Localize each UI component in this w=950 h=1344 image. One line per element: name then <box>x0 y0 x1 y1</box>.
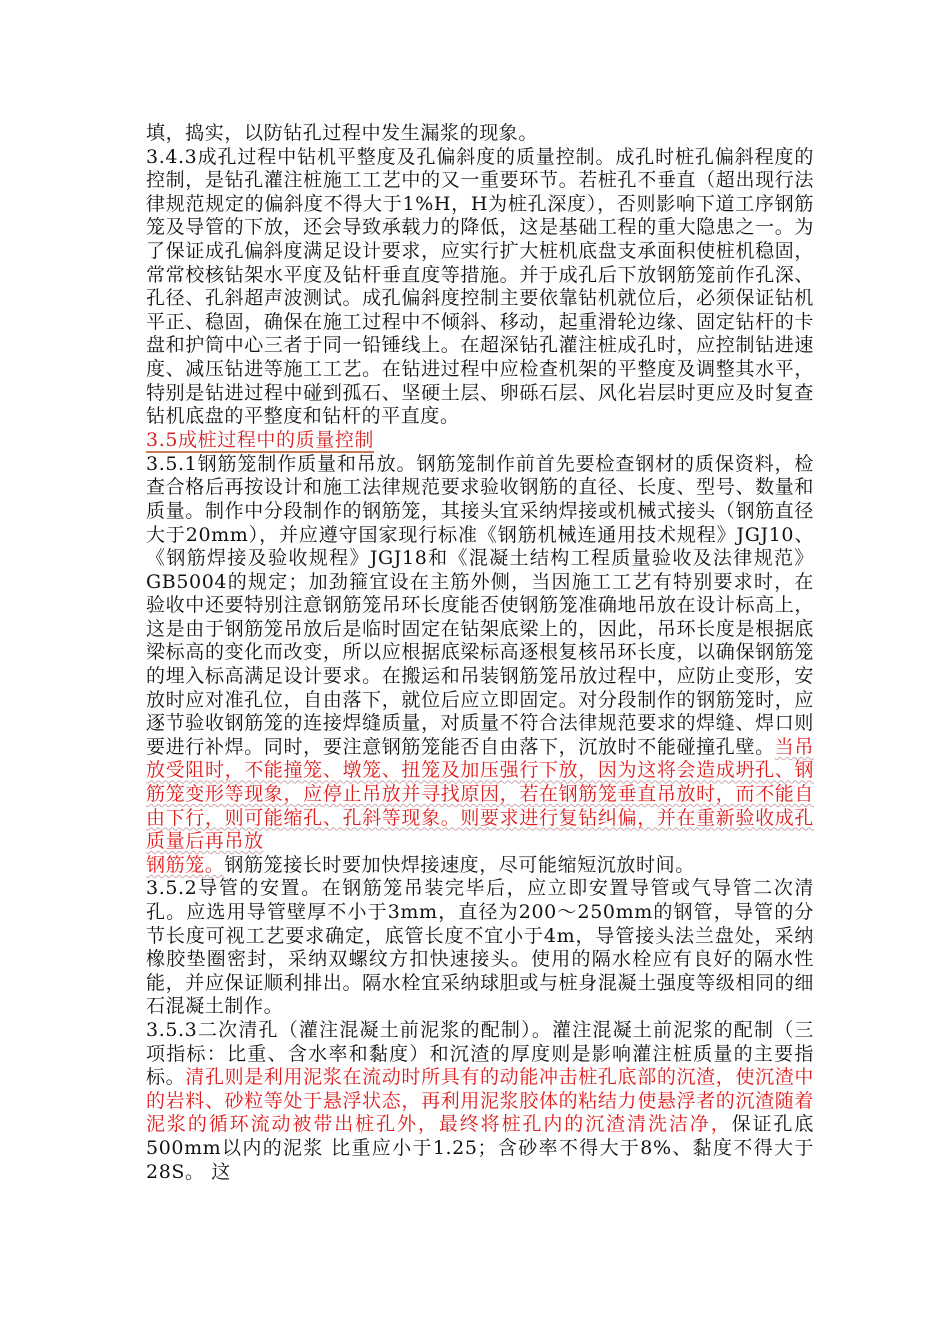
paragraph-3-4-3 <box>146 146 814 429</box>
paragraph-text: 3.5.1钢筋笼制作质量和吊放。钢筋笼制作前首先要检查钢材的质保资料，检查合格后再按设计和施工法律规范要求验收钢筋的直径、长度、型号、数量和质量。制作中分段制作的钢筋笼，其接头宜采纳焊接或机械式接头（钢筋直径大于20mm），并应遵守国家现行标准《钢筋机械连通用技术规程》JGJ10、《钢筋焊接及验收规程》JGJ18和《混凝土结构工程质量验收及法律规范》GB5004的规定；加劲箍宜设在主筋外侧，当因施工工艺有特别要求时，在验收中还要特别注意钢筋笼吊环长度能否使钢筋笼准确地吊放在设计标高上，这是由于钢筋笼吊放后是临时固定在钻架底梁上的，因此，吊环长度是根据底梁标高的变化而改变，所以应根据底梁标高逐根复核吊环长度，以确保钢筋笼的埋入标高满足设计要求。在搬运和吊装钢筋笼吊放过程中，应防止变形，安放时应对准孔位，自由落下，就位后应立即固定。对分段制作的钢筋笼时，应逐节验收钢筋笼的连接焊缝质量，对质量不符合法律规范要求的焊缝、焊口则要进行补焊。同时，要注意钢筋笼能否自由落下，沉放时不能碰撞孔壁。 <box>146 452 814 758</box>
document-body <box>146 122 814 1184</box>
highlighted-text: 当吊放受阻时，不能撞笼、墩笼、扭笼及加压强行下放，因为这将会造成坍孔、钢筋笼变形等现象，应停止吊放并寻找原因，若在钢筋笼垂直吊放时，而不能自由下行，则可能缩孔、孔斜等现象。则要求进行复钻纠偏，并在重新验收成孔质量后再吊放 <box>146 735 814 853</box>
paragraph-text: 填，捣实，以防钻孔过程中发生漏浆的现象。 <box>146 122 539 144</box>
paragraph-3-5-2 <box>146 877 814 1019</box>
highlighted-text: 清孔则是利用泥浆在流动时所具有的动能冲击桩孔底部的沉渣，使沉渣中的岩料、砂粒等处于悬浮状态，再利用泥浆胶体的粘结力使悬浮者的沉渣随着泥浆的循环流动被带出桩孔外，最终将桩孔内的沉渣清洗洁净， <box>146 1066 814 1136</box>
paragraph-intro <box>146 122 814 146</box>
paragraph-text: 3.4.3成孔过程中钻机平整度及孔偏斜度的质量控制。成孔时桩孔偏斜程度的控制，是钻孔灌注桩施工工艺中的又一重要环节。若桩孔不垂直（超出现行法律规范规定的偏斜度不得大于1%H，H为桩孔深度），否则影响下道工序钢筋笼及导管的下放，还会导致承载力的降低，这是基础工程的重大隐患之一。为了保证成孔偏斜度满足设计要求，应实行扩大桩机底盘支承面积使桩机稳固，常常校核钻架水平度及钻杆垂直度等措施。并于成孔后下放钢筋笼前作孔深、孔径、孔斜超声波测试。成孔偏斜度控制主要依靠钻机就位后，必须保证钻机平正、稳固，确保在施工过程中不倾斜、移动，起重滑轮边缘、固定钻杆的卡盘和护筒中心三者于同一铅锤线上。在超深钻孔灌注桩成孔时，应控制钻进速度、减压钻进等施工工艺。在钻进过程中应检查机架的平整度及调整其水平，特别是钻进过程中碰到孤石、坚硬土层、卵砾石层、风化岩层时更应及时复查钻机底盘的平整度和钻杆的平直度。 <box>146 145 814 428</box>
highlighted-text-tail: 钢筋笼。 <box>146 853 225 876</box>
paragraph-text-tail: 钢筋笼接长时要加快焊接速度，尽可能缩短沉放时间。 <box>224 853 695 876</box>
section-heading-3-5 <box>146 429 814 453</box>
paragraph-3-5-3 <box>146 1019 814 1184</box>
section-heading-text: 3.5成桩过程中的质量控制 <box>146 428 375 451</box>
paragraph-text-tail: 保证孔底500mm以内的泥浆 比重应小于1.25；含砂率不得大于8%、黏度不得大于28S。 这 <box>146 1113 814 1183</box>
paragraph-text: 3.5.3二次清孔（灌注混凝土前泥浆的配制）。灌注混凝土前泥浆的配制（三项指标：比重、含水率和黏度）和沉渣的厚度则是影响灌注桩质量的主要指标。 <box>146 1018 814 1089</box>
paragraph-3-5-1 <box>146 453 814 878</box>
paragraph-text: 3.5.2导管的安置。在钢筋笼吊装完毕后，应立即安置导管或气导管二次清孔。应选用导管壁厚不小于3mm，直径为200～250mm的钢管，导管的分节长度可视工艺要求确定，底管长度不宜小于4m，导管接头法兰盘处，采纳橡胶垫圈密封，采纳双螺纹方扣快速接头。使用的隔水栓应有良好的隔水性能，并应保证顺利排出。隔水栓宜采纳球胆或与桩身混凝土强度等级相同的细石混凝土制作。 <box>146 877 814 1018</box>
